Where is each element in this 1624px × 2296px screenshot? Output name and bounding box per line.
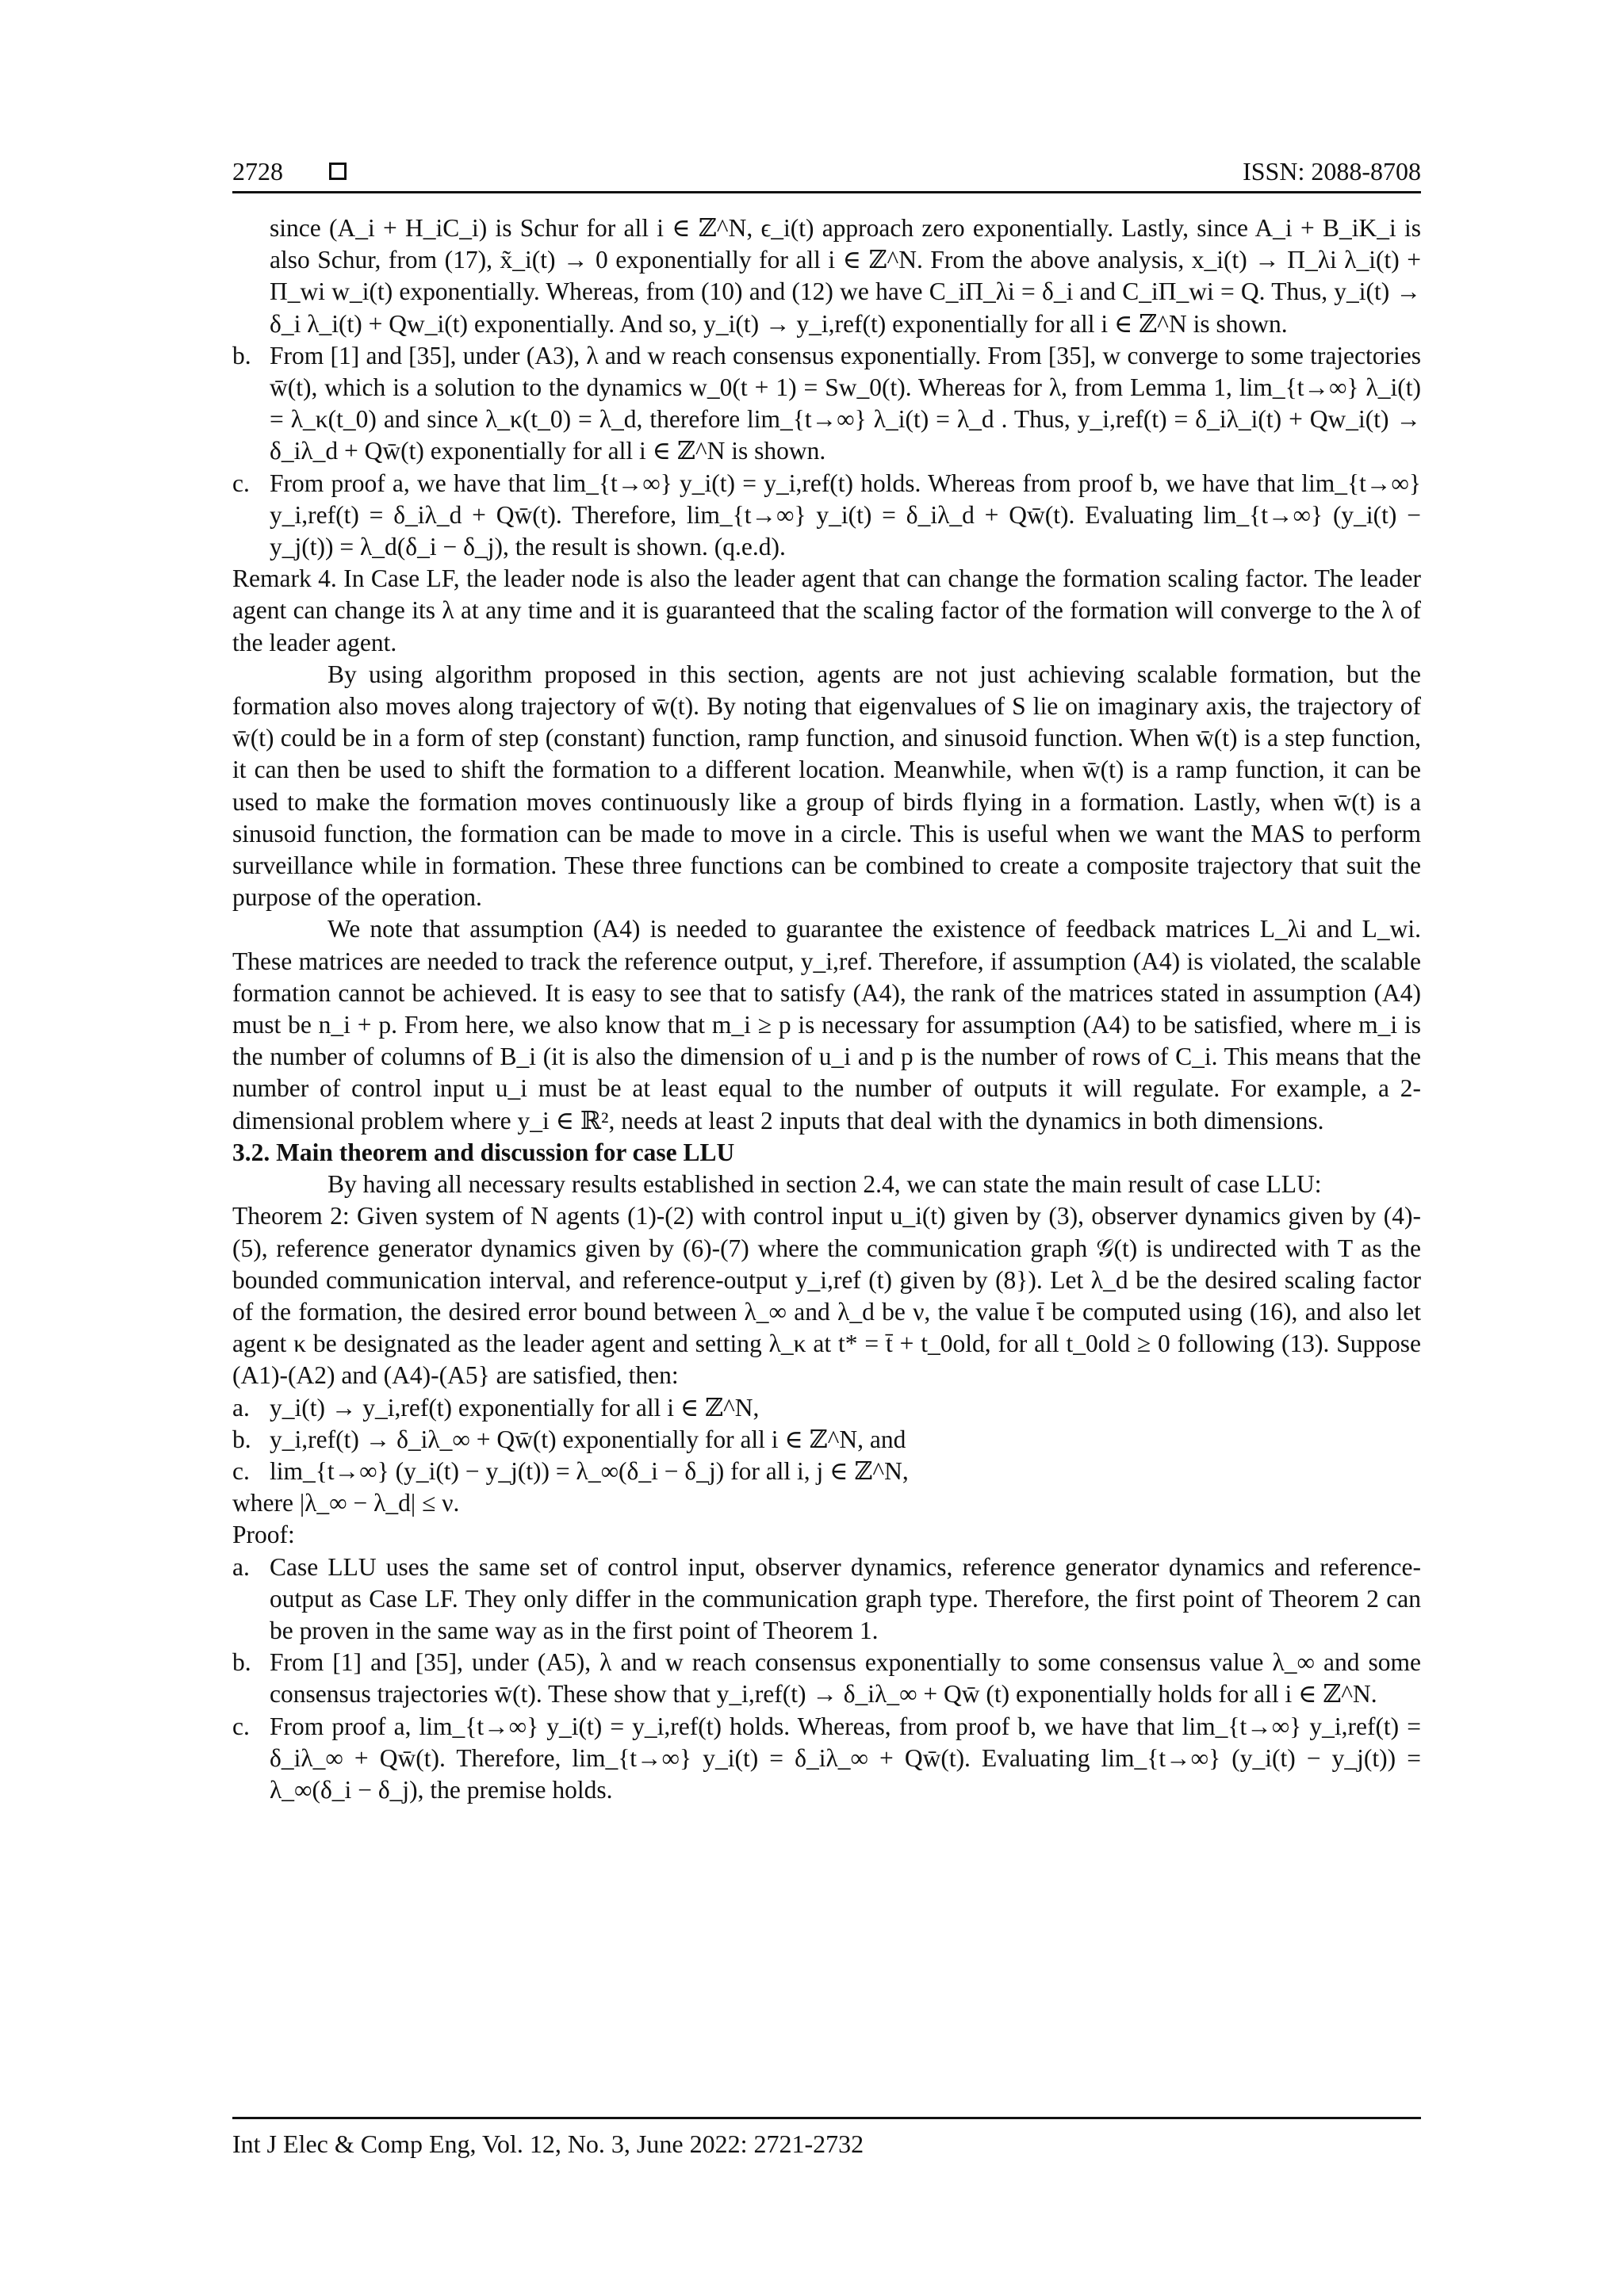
theorem-item-text: y_i(t) → y_i,ref(t) exponentially for all i ∈ ℤ^N,	[270, 1393, 760, 1422]
theorem-2: Theorem 2: Given system of N agents (1)-(2) with control input u_i(t) given by (3), observer dynamics given by (4)-(5), reference generator dynamics given by (6)-(7) where the communication graph 𝒢(t) is undirected with T as the bounded communication interval, and reference-output y_i,ref (t) given by (8}). Let λ_d be the desired scaling factor of the formation, the desired error bound between λ_∞ and λ_d be ν, the value t̄ be computed using (16), and also let agent κ be designated as the leader agent and setting λ_κ at t* = t̄ + t_0old, for all t_0old ≥ 0 following (13). Suppose (A1)-(A2) and (A4)-(A5} are satisfied, then:	[232, 1202, 1421, 1390]
checkbox-square-icon	[329, 163, 347, 180]
paragraph-intro: By having all necessary results established in section 2.4, we can state the main result of case LLU:	[327, 1170, 1322, 1199]
proof1-b-text: From [1] and [35], under (A3), λ and w reach consensus exponentially. From [35], w converge to some trajectories w̄(t), which is a solution to the dynamics w_0(t + 1) = Sw_0(t). Whereas for λ, from Lemma 1, lim_{t→∞} λ_i(t) = λ_κ(t_0) and since λ_κ(t_0) = λ_d, therefore lim_{t→∞} λ_i(t) = λ_d . Thus, y_i,ref(t) = δ_iλ_i(t) + Qw_i(t) → δ_iλ_d + Qw̄(t) exponentially for all i ∈ ℤ^N is shown.	[270, 341, 1421, 465]
issn-label: ISSN: 2088-8708	[1243, 157, 1421, 186]
page-body	[232, 212, 1421, 1806]
footer-rule	[232, 2117, 1421, 2119]
list-marker: c.	[232, 1712, 250, 1740]
proof2-item	[232, 1711, 1421, 1807]
proof-label: Proof:	[232, 1521, 295, 1549]
journal-footer: Int J Elec & Comp Eng, Vol. 12, No. 3, June 2022: 2721-2732	[232, 2130, 864, 2158]
theorem-item	[232, 1392, 1421, 1424]
list-marker: b.	[232, 341, 251, 369]
list-marker: c.	[232, 1456, 250, 1485]
proof2-item-text: From proof a, lim_{t→∞} y_i(t) = y_i,ref(t) holds. Whereas, from proof b, we have that lim_{t→∞} y_i,ref(t) = δ_iλ_∞ + Qw̄(t). Therefore, lim_{t→∞} y_i(t) = δ_iλ_∞ + Qw̄(t). Evaluating lim_{t→∞} (y_i(t) − y_j(t)) = λ_∞(δ_i − δ_j), the premise holds.	[270, 1712, 1421, 1804]
page-header-left	[232, 155, 347, 187]
proof2-item-text: From [1] and [35], under (A5), λ and w reach consensus exponentially to some consensus value λ_∞ and some consensus trajectories w̄(t). These show that y_i,ref(t) → δ_iλ_∞ + Qw̄ (t) exponentially holds for all i ∈ ℤ^N.	[270, 1648, 1421, 1709]
section-heading: 3.2. Main theorem and discussion for case LLU	[232, 1138, 735, 1166]
paragraph-assumption: We note that assumption (A4) is needed to guarantee the existence of feedback matrices L_λi and L_wi. These matrices are needed to track the reference output, y_i,ref. Therefore, if assumption (A4) is violated, the scalable formation cannot be achieved. It is easy to see that to satisfy (A4), the rank of the matrices stated in assumption (A4) must be n_i + p. From here, we also know that m_i ≥ p is necessary for assumption (A4) to be satisfied, where m_i is the number of columns of B_i (it is also the dimension of u_i and p is the number of rows of C_i. This means that the number of control input u_i must be at least equal to the number of outputs it will regulate. For example, a 2-dimensional problem where y_i ∈ ℝ², needs at least 2 inputs that deal with the dynamics in both dimensions.	[232, 915, 1421, 1135]
proof2-item-text: Case LLU uses the same set of control input, observer dynamics, reference generator dynamics and reference-output as Case LF. They only differ in the communication graph type. Therefore, the first point of Theorem 2 can be proven in the same way as in the first point of Theorem 1.	[270, 1552, 1421, 1644]
theorem-item-text: y_i,ref(t) → δ_iλ_∞ + Qw̄(t) exponentially for all i ∈ ℤ^N, and	[270, 1425, 906, 1453]
proof1-item-b	[232, 340, 1421, 468]
proof2-items	[232, 1552, 1421, 1807]
theorem-item	[232, 1424, 1421, 1456]
proof1-a-text: since (A_i + H_iC_i) is Schur for all i ∈ ℤ^N, ϵ_i(t) approach zero exponentially. Lastly, since A_i + B_iK_i is also Schur, from (17), x̃_i(t) → 0 exponentially for all i ∈ ℤ^N. From the above analysis, x_i(t) → Π_λi λ_i(t) + Π_wi w_i(t) exponentially. Whereas, from (10) and (12) we have C_iΠ_λi = δ_i and C_iΠ_wi = Q. Thus, y_i(t) → δ_i λ_i(t) + Qw_i(t) exponentially. And so, y_i(t) → y_i,ref(t) exponentially for all i ∈ ℤ^N is shown.	[270, 214, 1421, 338]
page-number: 2728	[232, 157, 283, 186]
remark-4: Remark 4. In Case LF, the leader node is also the leader agent that can change the formation scaling factor. The leader agent can change its λ at any time and it is guaranteed that the scaling factor of the formation will converge to the λ of the leader agent.	[232, 564, 1421, 656]
proof1-item-a	[232, 212, 1421, 340]
proof2-item	[232, 1552, 1421, 1647]
theorem-item	[232, 1456, 1421, 1487]
proof2-item	[232, 1647, 1421, 1710]
theorem-item-text: lim_{t→∞} (y_i(t) − y_j(t)) = λ_∞(δ_i − δ_j) for all i, j ∈ ℤ^N,	[270, 1456, 909, 1485]
list-marker: c.	[232, 469, 250, 497]
list-marker: a.	[232, 1552, 250, 1581]
list-marker: b.	[232, 1425, 251, 1453]
proof1-c-text: From proof a, we have that lim_{t→∞} y_i(t) = y_i,ref(t) holds. Whereas from proof b, we have that lim_{t→∞} y_i,ref(t) = δ_iλ_d + Qw̄(t). Therefore, lim_{t→∞} y_i(t) = δ_iλ_d + Qw̄(t). Evaluating lim_{t→∞} (y_i(t) − y_j(t)) = λ_d(δ_i − δ_j), the result is shown. (q.e.d).	[270, 469, 1421, 561]
list-marker	[232, 212, 270, 340]
list-marker: b.	[232, 1648, 251, 1677]
list-marker: a.	[232, 1393, 250, 1422]
paragraph-trajectory: By using algorithm proposed in this section, agents are not just achieving scalable formation, but the formation also moves along trajectory of w̄(t). By noting that eigenvalues of S lie on imaginary axis, the trajectory of w̄(t) could be in a form of step (constant) function, ramp function, and sinusoid function. When w̄(t) is a step function, it can then be used to shift the formation to a different location. Meanwhile, when w̄(t) is a ramp function, it can be used to make the formation moves continuously like a group of birds flying in a formation. Lastly, when w̄(t) is a sinusoid function, the formation can be made to move in a circle. This is useful when we want the MAS to perform surveillance while in formation. These three functions can be combined to create a composite trajectory that suit the purpose of the operation.	[232, 660, 1421, 912]
header-rule	[232, 191, 1421, 193]
proof1-item-c	[232, 468, 1421, 564]
where-line: where |λ_∞ − λ_d| ≤ ν.	[232, 1489, 460, 1517]
theorem-items	[232, 1392, 1421, 1488]
